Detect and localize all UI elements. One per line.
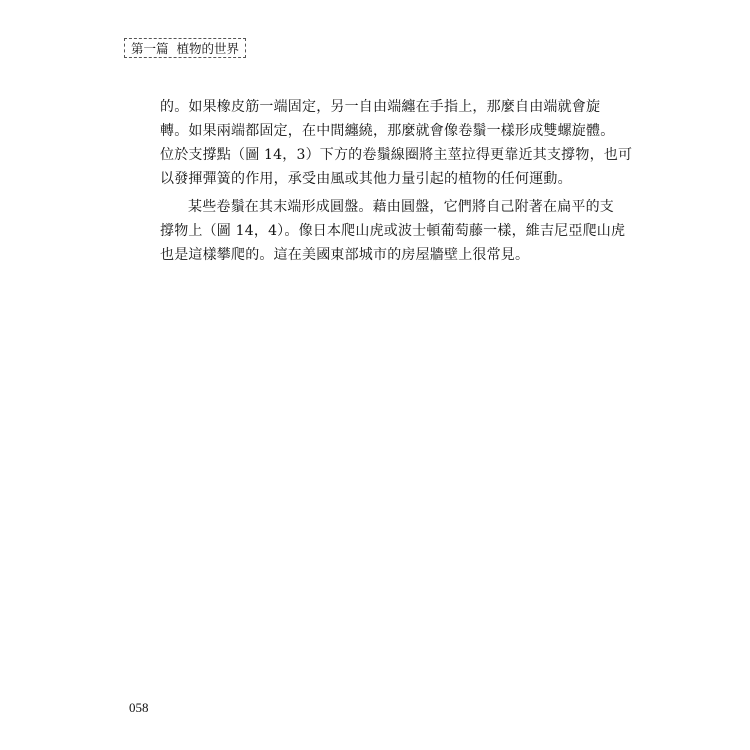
text-line: 某些卷鬚在其末端形成圓盤。藉由圓盤，它們將自己附著在扁平的支	[188, 199, 614, 215]
text-line: 也是這樣攀爬的。這在美國東部城市的房屋牆壁上很常見。	[160, 247, 530, 263]
chapter-title: 植物的世界	[176, 41, 240, 56]
page-number: 058	[129, 700, 149, 715]
text-line: 位於支撐點（圖 14，3）下方的卷鬚線圈將主莖拉得更靠近其支撐物，也可	[160, 147, 633, 163]
part-label: 第一篇	[131, 41, 169, 56]
paragraph-2	[160, 195, 626, 267]
body-text	[160, 95, 633, 267]
chapter-header	[124, 38, 246, 58]
paragraph-1	[160, 95, 633, 191]
text-line: 轉。如果兩端都固定，在中間纏繞，那麼就會像卷鬚一樣形成雙螺旋體。	[160, 123, 615, 139]
text-line: 撐物上（圖 14，4）。像日本爬山虎或波士頓葡萄藤一樣，維吉尼亞爬山虎	[160, 223, 626, 239]
text-line: 的。如果橡皮筋一端固定，另一自由端纏在手指上，那麼自由端就會旋	[160, 99, 601, 115]
text-line: 以發揮彈簧的作用，承受由風或其他力量引起的植物的任何運動。	[160, 171, 572, 187]
